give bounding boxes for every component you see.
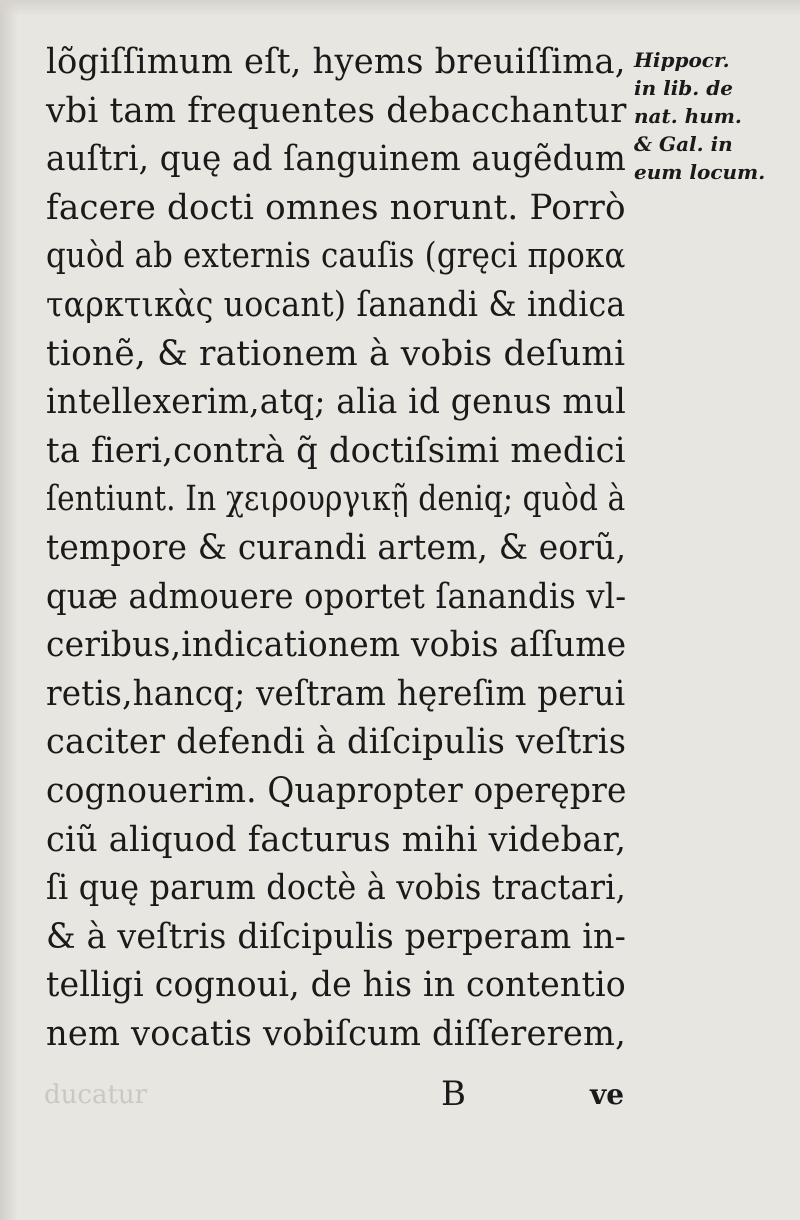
page-edge-shadow	[0, 0, 18, 1220]
text-line: auſtri, quę ad ſanguinem augẽdum	[46, 139, 626, 180]
text-line: ταρκτικὰς uocant) ſanandi & indica	[46, 284, 626, 325]
text-line: ſentiunt. In χειρουργικῇ deniq; quòd à	[46, 479, 626, 520]
text-line: tempore & curandi artem, & eorũ,	[46, 527, 627, 568]
catchword: ve	[590, 1078, 625, 1111]
marginal-citation	[634, 46, 794, 186]
text-line: cognouerim. Quapropter operępre	[46, 770, 627, 811]
text-line: intellexerim,atq; alia id genus mul	[46, 382, 627, 423]
marginal-line: nat. hum.	[634, 104, 742, 128]
signature-mark: B	[441, 1074, 466, 1114]
text-line: vbi tam frequentes debacchantur	[46, 90, 627, 131]
show-through-text: ducatur	[44, 1080, 148, 1110]
marginal-line: & Gal. in	[634, 132, 733, 156]
text-line: nem vocatis vobiſcum diſſererem,	[46, 1013, 626, 1054]
text-line: tionẽ, & rationem à vobis deſumi	[46, 333, 626, 374]
text-line: telligi cognoui, de his in contentio	[46, 965, 626, 1006]
marginal-line: Hippocr.	[634, 48, 730, 72]
text-line: ciũ aliquod facturus mihi videbar,	[46, 819, 627, 860]
marginal-line: in lib. de	[634, 76, 733, 100]
text-line: facere docti omnes norunt. Porrò	[46, 187, 626, 228]
page-top-shadow	[0, 0, 800, 16]
text-line: ceribus,indicationem vobis aſſume	[46, 625, 627, 666]
text-line: quæ admouere oportet ſanandis vl-	[46, 576, 627, 617]
text-line: ſi quę parum doctè à vobis tractari,	[46, 868, 626, 909]
text-line: quòd ab externis cauſis (gręci προκα	[46, 236, 626, 277]
text-line: lõgiſſimum eſt, hyems breuiſſima,	[46, 42, 626, 82]
text-line: & à veſtris diſcipulis perperam in-	[46, 916, 627, 957]
text-line: retis,hancq; veſtram hęreſim perui	[46, 673, 626, 714]
text-line: ta fieri,contrà q̃ doctiſsimi medici	[46, 430, 626, 471]
text-line: caciter defendi à diſcipulis veſtris	[46, 722, 627, 763]
main-text-block	[46, 38, 626, 1058]
marginal-line: eum locum.	[634, 160, 766, 184]
